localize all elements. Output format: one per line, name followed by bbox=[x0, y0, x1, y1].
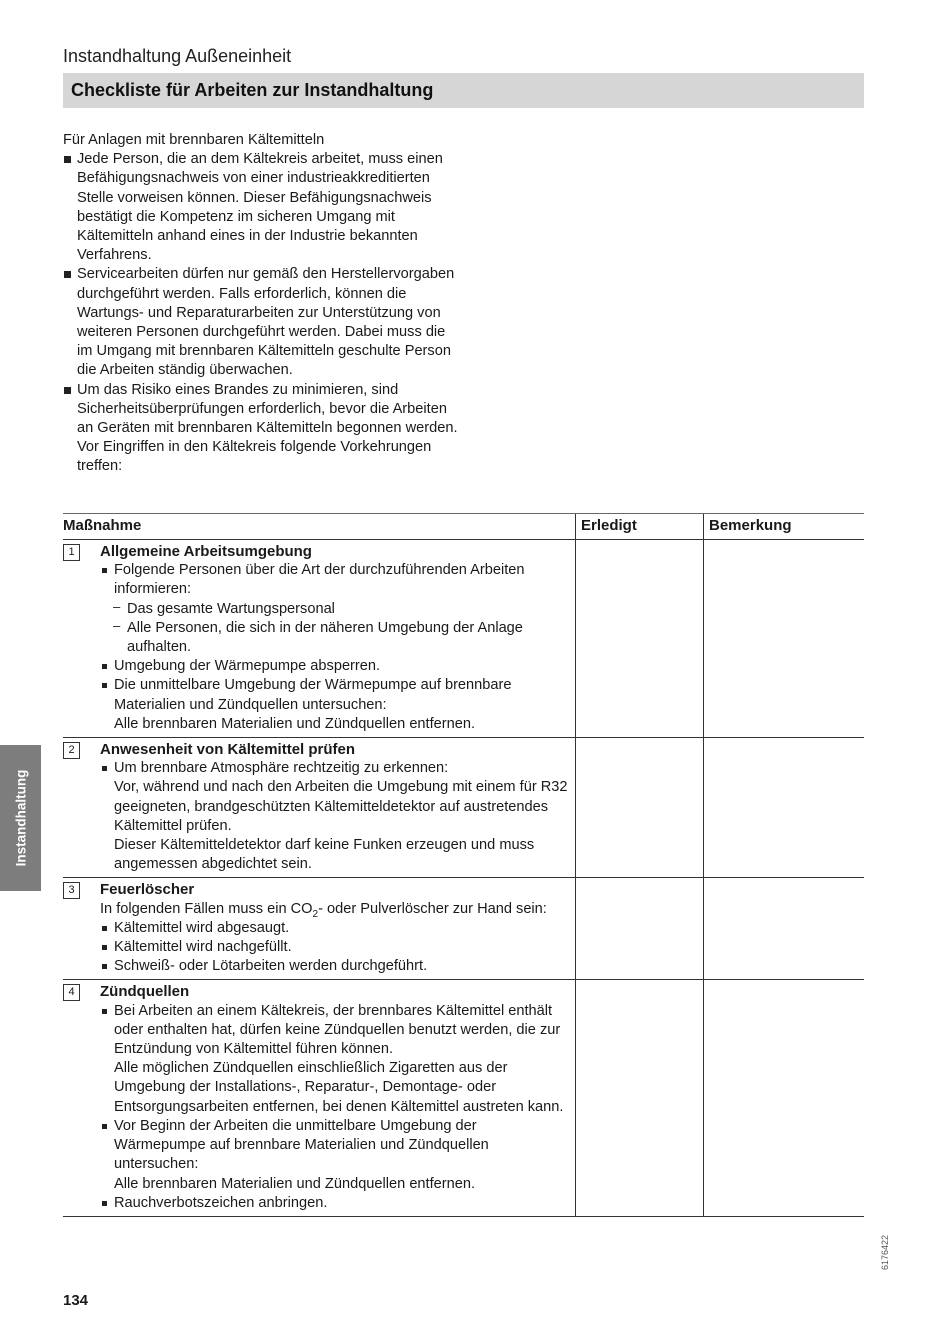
table-row bbox=[63, 980, 864, 1216]
dash-item: – Das gesamte Wartungspersonal bbox=[100, 600, 569, 619]
row-number-cell bbox=[63, 738, 95, 878]
row-text-part: In folgenden Fällen muss ein CO bbox=[100, 900, 313, 917]
done-cell[interactable] bbox=[576, 878, 704, 980]
bullet-continuation: Vor, während und nach den Arbeiten die Umgebung mit einem für R32 geeigneten, brandgeschützten Kältemitteldetektor auf austretendes Kältemittel prüfen. bbox=[114, 779, 568, 834]
bullet-continuation: Dieser Kältemitteldetektor darf keine Funken erzeugen und muss angemessen abgedichtet sein. bbox=[114, 837, 535, 873]
bullet-item: Bei Arbeiten an einem Kältekreis, der brennbares Kältemittel enthält oder enthalten hat, dürfen keine Zündquellen benutzt werden, die zur Entzündung von Kältemittel führen können. bbox=[100, 1002, 569, 1060]
row-title: Anwesenheit von Kältemittel prüfen bbox=[100, 741, 356, 759]
measure-cell bbox=[95, 540, 576, 738]
done-cell[interactable] bbox=[576, 540, 704, 738]
remark-cell[interactable] bbox=[704, 878, 865, 980]
bullet-item: Kältemittel wird nachgefüllt. bbox=[100, 938, 569, 957]
bullet-item: Rauchverbotszeichen anbringen. bbox=[100, 1194, 569, 1213]
measure-cell bbox=[95, 878, 576, 980]
row-text bbox=[100, 900, 569, 919]
row-number-cell bbox=[63, 540, 95, 738]
dash-item: – Alle Personen, die sich in der näheren Umgebung der Anlage aufhalten. bbox=[100, 619, 569, 657]
bullet-item: Umgebung der Wärmepumpe absperren. bbox=[100, 657, 569, 676]
heading-bar bbox=[63, 73, 864, 108]
bullet-continuation: Alle brennbaren Materialien und Zündquellen entfernen. bbox=[114, 1175, 476, 1192]
row-number-cell bbox=[63, 980, 95, 1216]
section-title: Instandhaltung Außeneinheit bbox=[63, 46, 292, 66]
bullet-item: Die unmittelbare Umgebung der Wärmepumpe auf brennbare Materialien und Zündquellen untersuchen: bbox=[100, 676, 569, 714]
row-number: 4 bbox=[63, 984, 80, 1001]
row-title: Feuerlöscher bbox=[100, 881, 195, 899]
bullet-item: Kältemittel wird abgesaugt. bbox=[100, 919, 569, 938]
row-number: 1 bbox=[63, 544, 80, 561]
table-row bbox=[63, 738, 864, 878]
intro-text bbox=[63, 131, 463, 477]
row-text-part: - oder Pulverlöscher zur Hand sein: bbox=[318, 900, 547, 917]
header-measure: Maßnahme bbox=[63, 514, 576, 540]
row-number: 3 bbox=[63, 882, 80, 899]
row-title: Zündquellen bbox=[100, 983, 190, 1001]
remark-cell[interactable] bbox=[704, 738, 865, 878]
remark-cell[interactable] bbox=[704, 540, 865, 738]
remark-cell[interactable] bbox=[704, 980, 865, 1216]
table-row bbox=[63, 540, 864, 738]
intro-bullet-list bbox=[63, 150, 463, 476]
page-number: 134 bbox=[63, 1292, 89, 1309]
header-done: Erledigt bbox=[576, 514, 704, 540]
bullet-item: Folgende Personen über die Art der durchzuführenden Arbeiten informieren: bbox=[100, 561, 569, 599]
intro-bullet: Jede Person, die an dem Kältekreis arbeitet, muss einen Befähigungsnachweis von einer industrieakkreditierten Stelle vorweisen können. Dieser Befähigungsnachweis bestätigt die Kompetenz im sicheren Umgang mit Kältemitteln anhand eines in der Industrie bekannten Verfahrens. bbox=[63, 150, 463, 265]
table-row bbox=[63, 878, 864, 980]
done-cell[interactable] bbox=[576, 980, 704, 1216]
row-number: 2 bbox=[63, 742, 80, 759]
measure-cell bbox=[95, 738, 576, 878]
bullet-item: Vor Beginn der Arbeiten die unmittelbare Umgebung der Wärmepumpe auf brennbare Materialien und Zündquellen untersuchen: bbox=[100, 1117, 569, 1175]
done-cell[interactable] bbox=[576, 738, 704, 878]
side-tab-label: Instandhaltung bbox=[13, 769, 28, 867]
intro-bullet: Um das Risiko eines Brandes zu minimieren, sind Sicherheitsüberprüfungen erforderlich, bevor die Arbeiten an Geräten mit brennbaren Kältemitteln begonnen werden. Vor Eingriffen in den Kältekreis folgende Vorkehrungen treffen: bbox=[63, 381, 463, 477]
header-remark: Bemerkung bbox=[704, 514, 865, 540]
table-header-row bbox=[63, 514, 864, 540]
row-title: Allgemeine Arbeitsumgebung bbox=[100, 543, 312, 560]
measure-cell bbox=[95, 980, 576, 1216]
subscript: 2 bbox=[312, 908, 319, 920]
bullet-item: Um brennbare Atmosphäre rechtzeitig zu erkennen: bbox=[100, 759, 569, 778]
intro-lead: Für Anlagen mit brennbaren Kältemitteln bbox=[63, 132, 325, 148]
bullet-continuation: Alle möglichen Zündquellen einschließlich Zigaretten aus der Umgebung der Installations-, Reparatur-, Demontage- oder Entsorgungsarbeiten entfernen, bei denen Kältemittel austreten kann. bbox=[114, 1060, 564, 1115]
bullet-continuation: Alle brennbaren Materialien und Zündquellen entfernen. bbox=[114, 715, 476, 732]
intro-bullet: Servicearbeiten dürfen nur gemäß den Herstellervorgaben durchgeführt werden. Falls erforderlich, können die Wartungs- und Reparaturarbeiten zur Unterstützung von weiteren Personen durchgeführt werden. Dabei muss die im Umgang mit brennbaren Kältemitteln geschulte Person die Arbeiten ständig überwachen. bbox=[63, 265, 463, 380]
document-code: 6176422 bbox=[880, 1234, 890, 1270]
bullet-item: Schweiß- oder Lötarbeiten werden durchgeführt. bbox=[100, 957, 569, 976]
side-tab bbox=[0, 745, 41, 891]
checklist-table bbox=[63, 513, 864, 1217]
row-number-cell bbox=[63, 878, 95, 980]
page-heading: Checkliste für Arbeiten zur Instandhaltung bbox=[71, 80, 434, 100]
